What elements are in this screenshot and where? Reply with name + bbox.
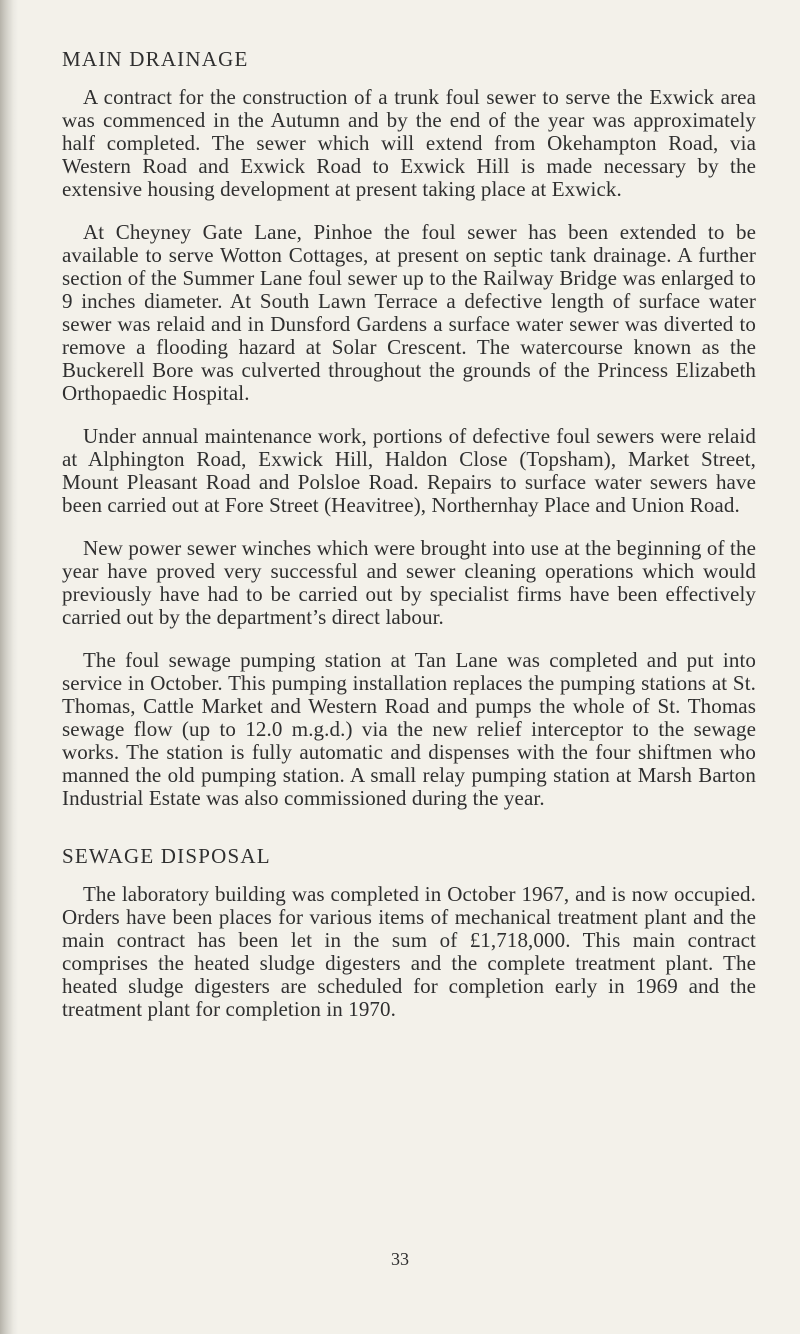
page-edge-shadow (0, 0, 18, 1334)
page-number: 33 (391, 1249, 409, 1269)
paragraph-laboratory-building: The laboratory building was completed in October 1967, and is now occupied. Orders have been places for various items of mechanical treatment plant and the main contract has been let in the sum of £1,718,000. This main contract comprises the heated sludge digesters and the complete treatment plant. The heated sludge digesters are scheduled for completion early in 1969 and the treatment plant for completion in 1970. (62, 882, 756, 1022)
paragraph-maintenance-work: Under annual maintenance work, portions of defective foul sewers were relaid at Alphington Road, Exwick Hill, Haldon Close (Topsham), Market Street, Mount Pleasant Road and Polsloe Road. Repairs to surface water sewers have been carried out at Fore Street (Heavitree), Northernhay Place and Union Road. (62, 424, 756, 518)
paragraph-sewer-extensions: At Cheyney Gate Lane, Pinhoe the foul sewer has been extended to be available to serve Wotton Cottages, at present on septic tank drainage. A further section of the Summer Lane foul sewer up to the Railway Bridge was enlarged to 9 inches diameter. At South Lawn Terrace a defective length of surface water sewer was relaid and in Dunsford Gardens a surface water sewer was diverted to remove a flooding hazard at Solar Crescent. The watercourse known as the Buckerell Bore was culverted throughout the grounds of the Princess Elizabeth Orthopaedic Hospital. (62, 220, 756, 406)
section-heading-sewage-disposal: SEWAGE DISPOSAL (62, 844, 271, 869)
paragraph-pumping-station: The foul sewage pumping station at Tan Lane was completed and put into service in October. This pumping installation replaces the pumping stations at St. Thomas, Cattle Market and Western Road and pumps the whole of St. Thomas sewage flow (up to 12.0 m.g.d.) via the new relief interceptor to the sewage works. The station is fully automatic and dispenses with the four shiftmen who manned the old pumping station. A small relay pumping station at Marsh Barton Industrial Estate was also commissioned during the year. (62, 648, 756, 811)
paragraph-power-winches: New power sewer winches which were brought into use at the beginning of the year have proved very successful and sewer cleaning operations which would previously have had to be carried out by specialist firms have been effectively carried out by the department’s direct labour. (62, 536, 756, 630)
section-heading-main-drainage: MAIN DRAINAGE (62, 47, 249, 71)
paragraph-exwick-trunk-sewer: A contract for the construction of a trunk foul sewer to serve the Exwick area was commenced in the Autumn and by the end of the year was approximately half completed. The sewer which will extend from Okehampton Road, via Western Road and Exwick Road to Exwick Hill is made necessary by the extensive housing development at present taking place at Exwick. (62, 85, 756, 202)
document-page (62, 48, 756, 1041)
